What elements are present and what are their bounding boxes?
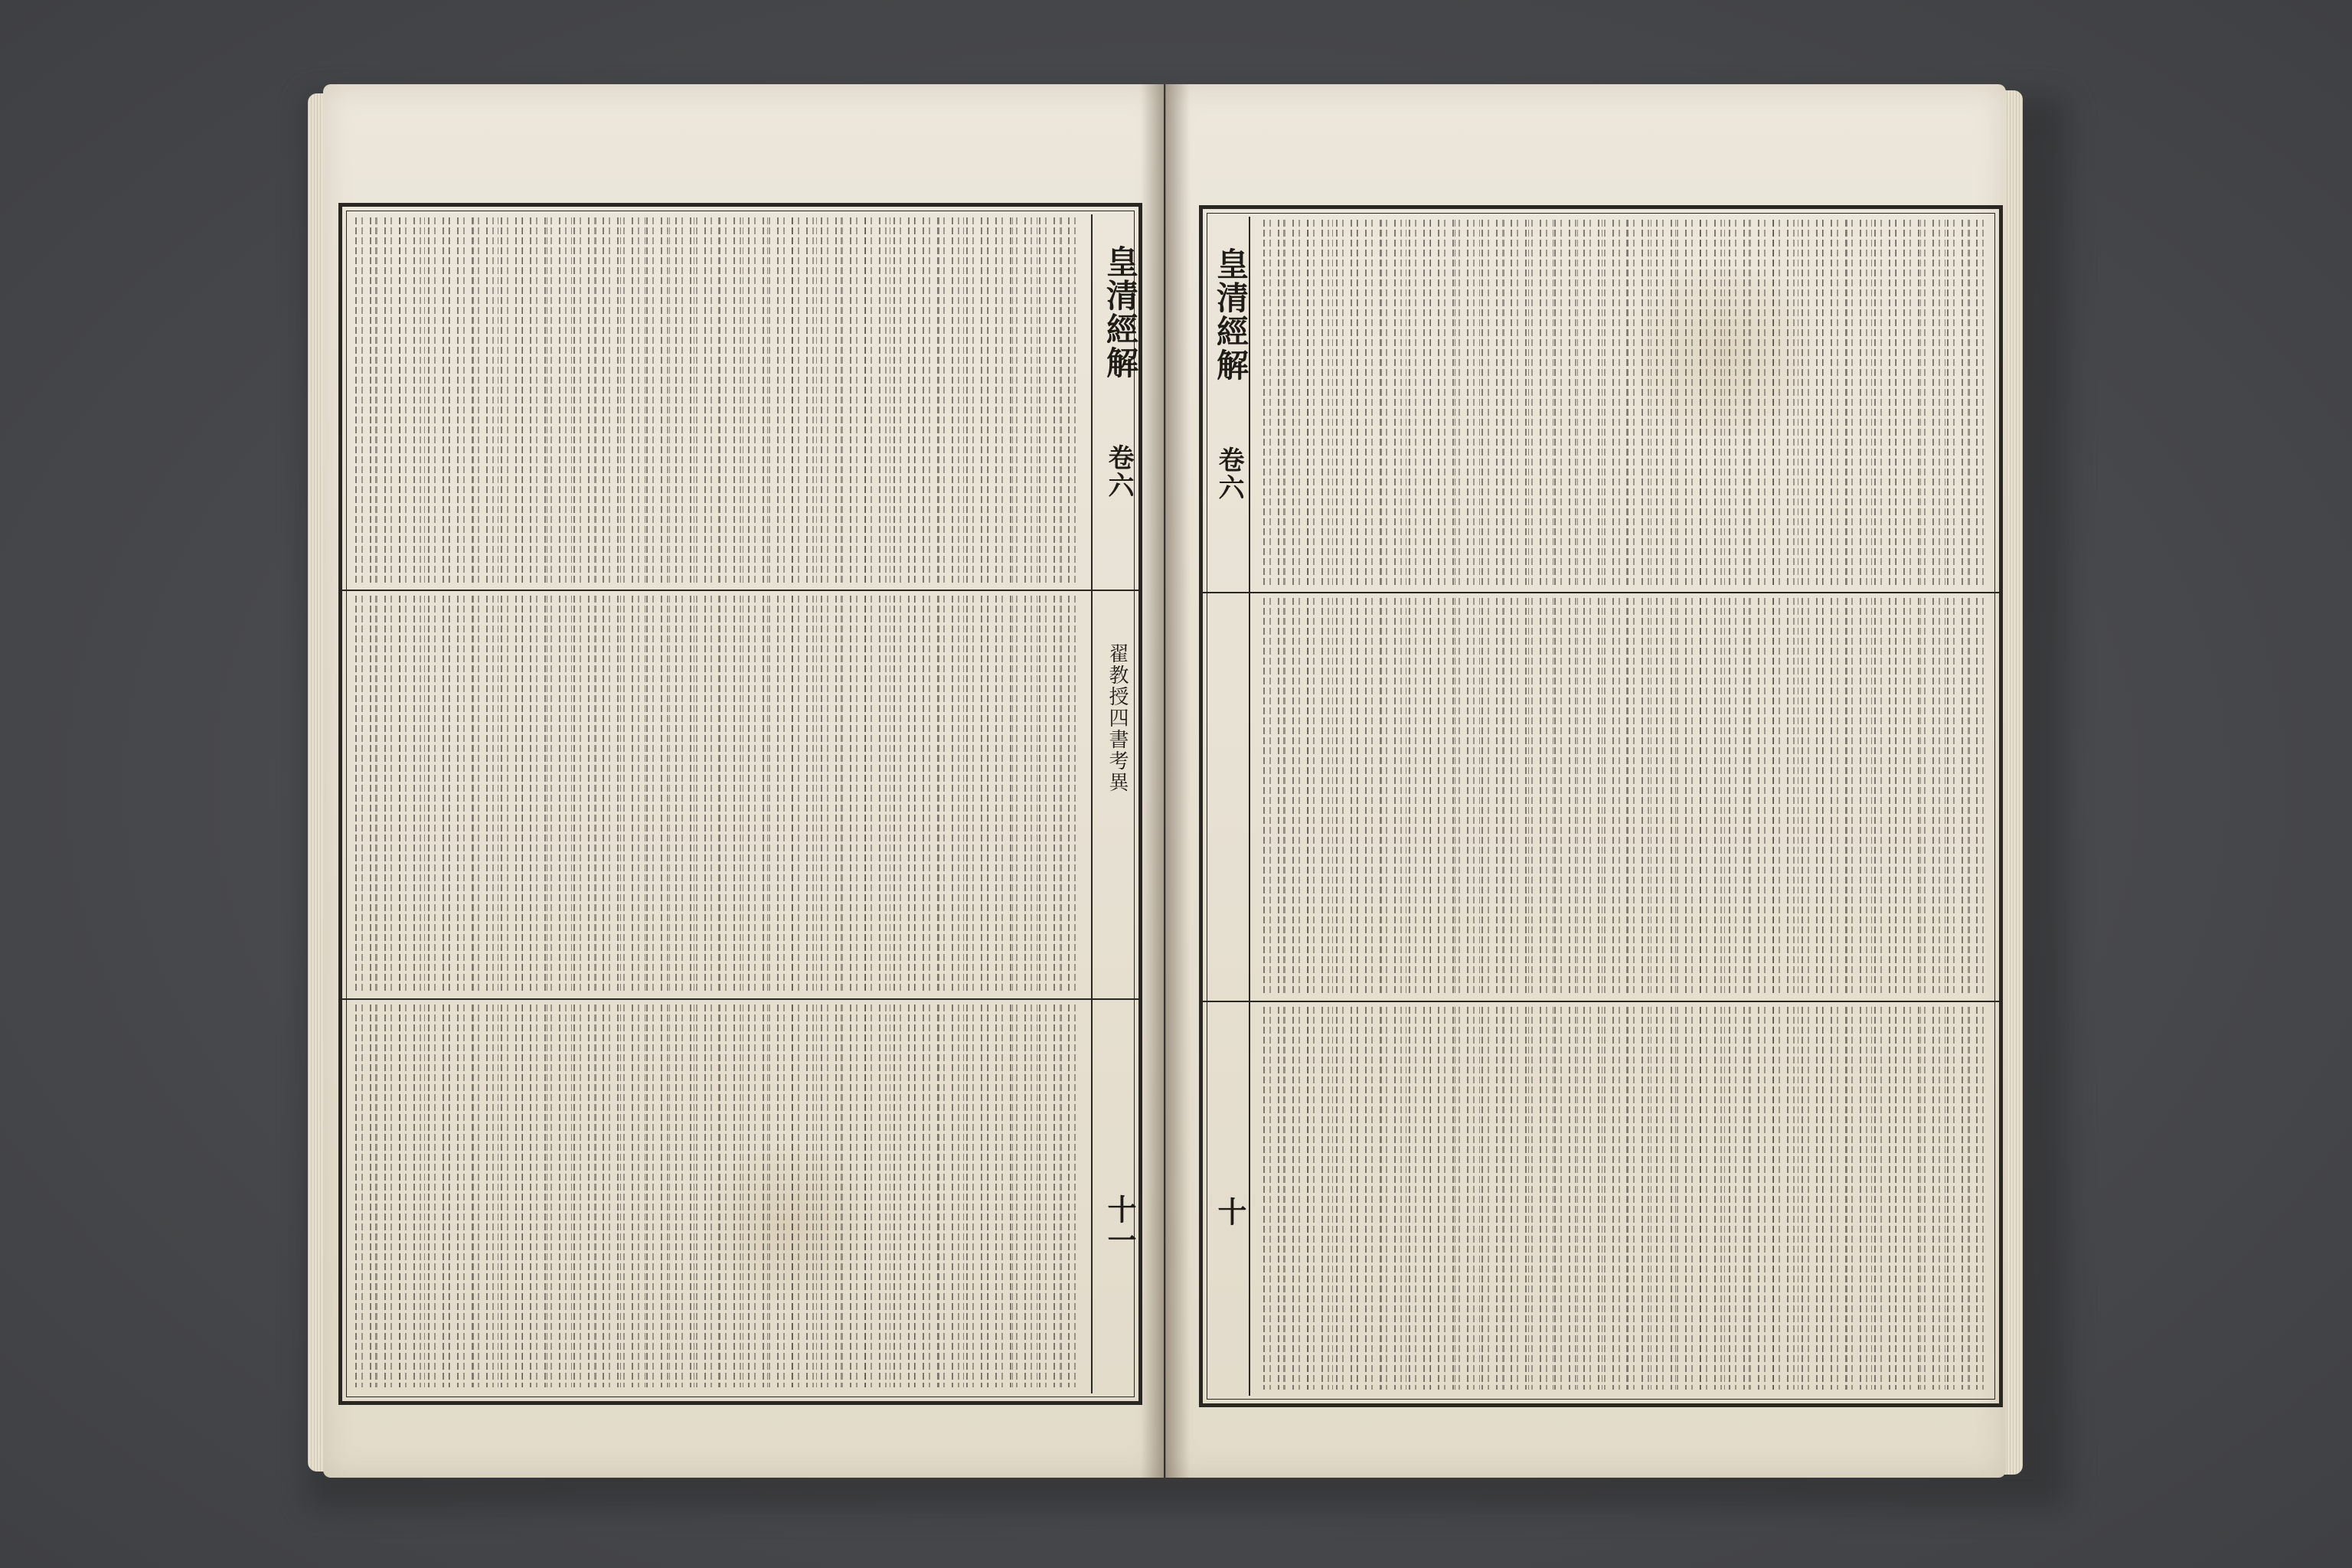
- book-gutter: [1141, 84, 1190, 1478]
- right-page-edges: [2004, 90, 2023, 1475]
- edge-page-number: 十: [1213, 1197, 1247, 1227]
- divider: [1203, 592, 1999, 593]
- text-block-upper: [1259, 220, 1990, 587]
- right-page-edge-column: [1203, 217, 1250, 1396]
- edge-title: 皇清經解: [1102, 245, 1139, 380]
- edge-note: 翟教授四書考異: [1106, 643, 1129, 793]
- edge-volume: 卷六: [1214, 446, 1244, 501]
- left-page-edge-column: [1091, 214, 1138, 1393]
- divider: [342, 590, 1138, 591]
- divider: [1203, 1001, 1999, 1002]
- text-block-upper: [351, 217, 1082, 585]
- left-page-edges: [308, 93, 325, 1472]
- text-block-middle: [351, 596, 1082, 994]
- text-block-lower: [351, 1004, 1082, 1387]
- edge-title: 皇清經解: [1212, 247, 1250, 382]
- text-block-lower: [1259, 1007, 1990, 1390]
- edge-volume: 卷六: [1103, 444, 1134, 499]
- left-page-frame: [338, 203, 1142, 1405]
- divider: [342, 998, 1138, 1000]
- edge-page-number: 十一: [1102, 1194, 1137, 1256]
- text-block-middle: [1259, 598, 1990, 996]
- right-page-frame: [1199, 205, 2003, 1407]
